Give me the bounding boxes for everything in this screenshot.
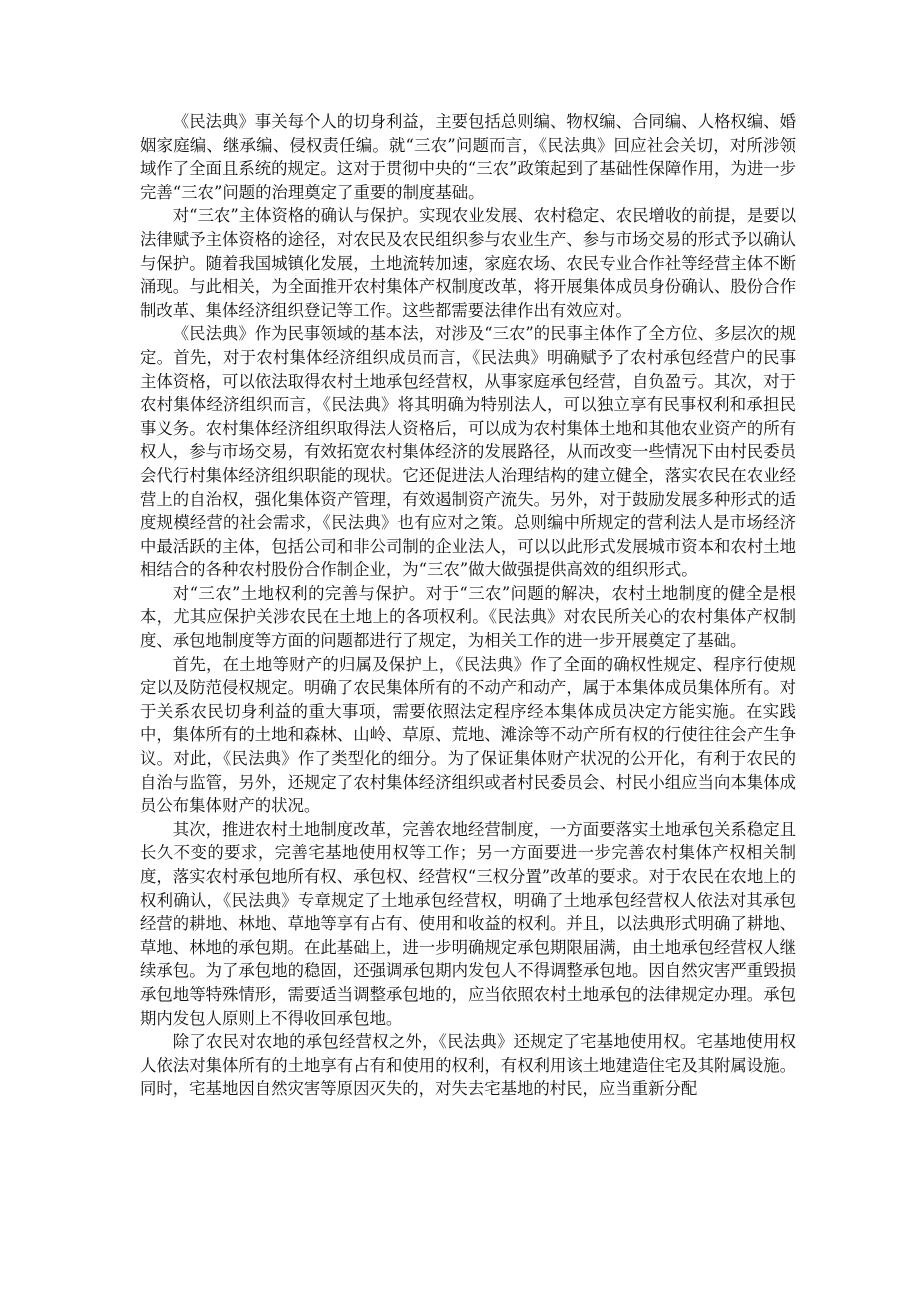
paragraph-6: 其次，推进农村土地制度改革，完善农地经营制度，一方面要落实土地承包关系稳定且长久不变的要求，完善宅基地使用权等工作；另一方面要进一步完善农村集体产权相关制度，落实农村承包地所有权、承包权、经营权“三权分置”改革的要求。对于农民在农地上的权利确认，《民法典》专章规定了土地承包经营权，明确了土地承包经营权人依法对其承包经营的耕地、林地、草地等享有占有、使用和收益的权利。并且，以法典形式明确了耕地、草地、林地的承包期。在此基础上，进一步明确规定承包期限届满，由土地承包经营权人继续承包。为了承包地的稳固，还强调承包期内发包人不得调整承包地。因自然灾害严重毁损承包地等特殊情形，需要适当调整承包地的，应当依照农村土地承包的法律规定办理。承包期内发包人原则上不得收回承包地。: [140, 819, 796, 1028]
paragraph-1: 《民法典》事关每个人的切身利益，主要包括总则编、物权编、合同编、人格权编、婚姻家庭编、继承编、侵权责任编。就“三农”问题而言，《民法典》回应社会关切，对所涉领域作了全面且系统的规定。这对于贯彻中央的“三农”政策起到了基础性保障作用，为进一步完善“三农”问题的治理奠定了重要的制度基础。: [140, 112, 796, 202]
paragraph-5: 首先，在土地等财产的归属及保护上，《民法典》作了全面的确权性规定、程序行使规定以及防范侵权规定。明确了农民集体所有的不动产和动产，属于本集体成员集体所有。对于关系农民切身利益的重大事项，需要依照法定程序经本集体成员决定方能实施。在实践中，集体所有的土地和森林、山岭、草原、荒地、滩涂等不动产所有权的行使往往会产生争议。对此，《民法典》作了类型化的细分。为了保证集体财产状况的公开化，有利于农民的自治与监管，另外，还规定了农村集体经济组织或者村民委员会、村民小组应当向本集体成员公布集体财产的状况。: [140, 654, 796, 816]
paragraph-2: 对“三农”主体资格的确认与保护。实现农业发展、农村稳定、农民增收的前提，是要以法律赋予主体资格的途径，对农民及农民组织参与农业生产、参与市场交易的形式予以确认与保护。随着我国城镇化发展，土地流转加速，家庭农场、农民专业合作社等经营主体不断涌现。与此相关，为全面推开农村集体产权制度改革，将开展集体成员身份确认、股份合作制改革、集体经济组织登记等工作。这些都需要法律作出有效应对。: [140, 206, 797, 320]
paragraph-7: 除了农民对农地的承包经营权之外，《民法典》还规定了宅基地使用权。宅基地使用权人依法对集体所有的土地享有占有和使用的权利，有权利用该土地建造住宅及其附属设施。同时，宅基地因自然灾害等原因灭失的，对失去宅基地的村民，应当重新分配: [140, 1032, 796, 1099]
paragraph-4: 对“三农”土地权利的完善与保护。对于“三农”问题的解决，农村土地制度的健全是根本，尤其应保护关涉农民在土地上的各项权利。《民法典》对农民所关心的农村集体产权制度、承包地制度等方面的问题都进行了规定，为相关工作的进一步开展奠定了基础。: [140, 583, 796, 651]
article-body: [140, 110, 796, 1101]
paragraph-3: 《民法典》作为民事领域的基本法，对涉及“三农”的民事主体作了全方位、多层次的规定。首先，对于农村集体经济组织成员而言，《民法典》明确赋予了农村承包经营户的民事主体资格，可以依法取得农村土地承包经营权，从事家庭承包经营，自负盈亏。其次，对于农村集体经济组织而言，《民法典》将其明确为特别法人，可以独立享有民事权利和承担民事义务。农村集体经济组织取得法人资格后，可以成为农村集体土地和其他农业资产的所有权人，参与市场交易，有效拓宽农村集体经济的发展路径，从而改变一些情况下由村民委员会代行村集体经济组织职能的现状。它还促进法人治理结构的建立健全，落实农民在农业经营上的自治权，强化集体资产管理，有效遏制资产流失。另外，对于鼓励发展多种形式的适度规模经营的社会需求，《民法典》也有应对之策。总则编中所规定的营利法人是市场经济中最活跃的主体，包括公司和非公司制的企业法人，可以以此形式发展城市资本和农村土地相结合的各种农村股份合作制企业，为“三农”做大做强提供高效的组织形式。: [140, 324, 797, 580]
